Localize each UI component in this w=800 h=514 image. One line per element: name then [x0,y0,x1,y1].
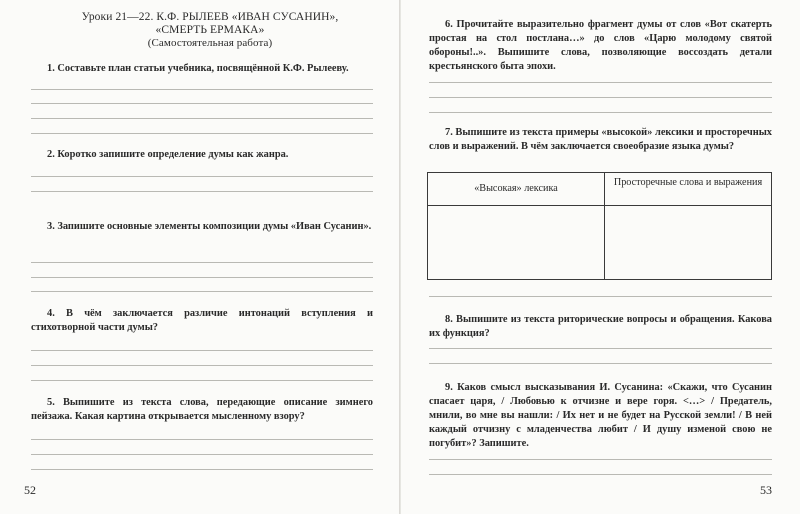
vocabulary-table [427,172,772,280]
answer-line [31,262,373,263]
answer-line [31,365,373,366]
answer-line [31,277,373,278]
answer-line [429,348,772,349]
answer-line [429,112,772,113]
page-number-right: 53 [760,483,772,497]
answer-line [429,97,772,98]
table-header-divider [428,205,771,206]
answer-line [31,118,373,119]
answer-line [31,103,373,104]
table-column-divider [604,173,605,279]
answer-line [31,133,373,134]
answer-line [31,454,373,455]
question-2: 2. Коротко запишите определение думы как жанра. [47,149,289,160]
answer-line [429,474,772,475]
answer-line [31,176,373,177]
question-3: 3. Запишите основные элементы композиции думы «Иван Сусанин». [47,221,372,232]
answer-line [429,363,772,364]
lesson-header [40,11,380,50]
question-9: 9. Каков смысл высказывания И. Сусанина: «Скажи, что Сусанин спасает царя, / Любовью к отчизне и вере горя. <…> / Предатель, мнили, во мне вы нашли: / Их нет и не будет на Русской земли! / В ней каждый отчизну с младенчества любит / И душу изменой свою не погубит»? Запишите. [429,382,772,449]
page-number-left: 52 [24,483,36,497]
question-4: 4. В чём заключается различие интонаций вступления и стихотворной части думы? [31,308,373,333]
answer-line [31,350,373,351]
question-1: 1. Составьте план статьи учебника, посвящённой К.Ф. Рылееву. [47,63,349,74]
question-6: 6. Прочитайте выразительно фрагмент думы от слов «Вот скатерть простая на стол постлана…» до слов «Царю молодому святой обороны!..». Выпишите слова, позволяющие воссоздать детали крестьянского быта эпохи. [429,19,772,72]
left-page [0,0,399,514]
lesson-title-second-line: «СМЕРТЬ ЕРМАКА» [155,24,265,36]
lesson-subtitle: (Самостоятельная работа) [147,37,273,49]
answer-line [429,296,772,297]
answer-line [31,89,373,90]
answer-line [429,82,772,83]
answer-line [31,439,373,440]
table-header-high-vocabulary: «Высокая» лексика [474,183,558,194]
answer-line [31,291,373,292]
table-header-colloquial-words: Просторечные слова и выражения [613,177,763,188]
answer-line [31,191,373,192]
answer-line [31,380,373,381]
question-7: 7. Выпишите из текста примеры «высокой» лексики и просторечных слов и выражений. В чём заключается своеобразие языка думы? [429,127,772,152]
question-5: 5. Выпишите из текста слова, передающие описание зимнего пейзажа. Какая картина открывается мысленному взору? [31,397,373,422]
lesson-title: Уроки 21—22. К.Ф. РЫЛЕЕВ «ИВАН СУСАНИН», [81,11,339,23]
answer-line [429,459,772,460]
question-8: 8. Выпишите из текста риторические вопросы и обращения. Какова их функция? [429,314,772,339]
answer-line [31,469,373,470]
